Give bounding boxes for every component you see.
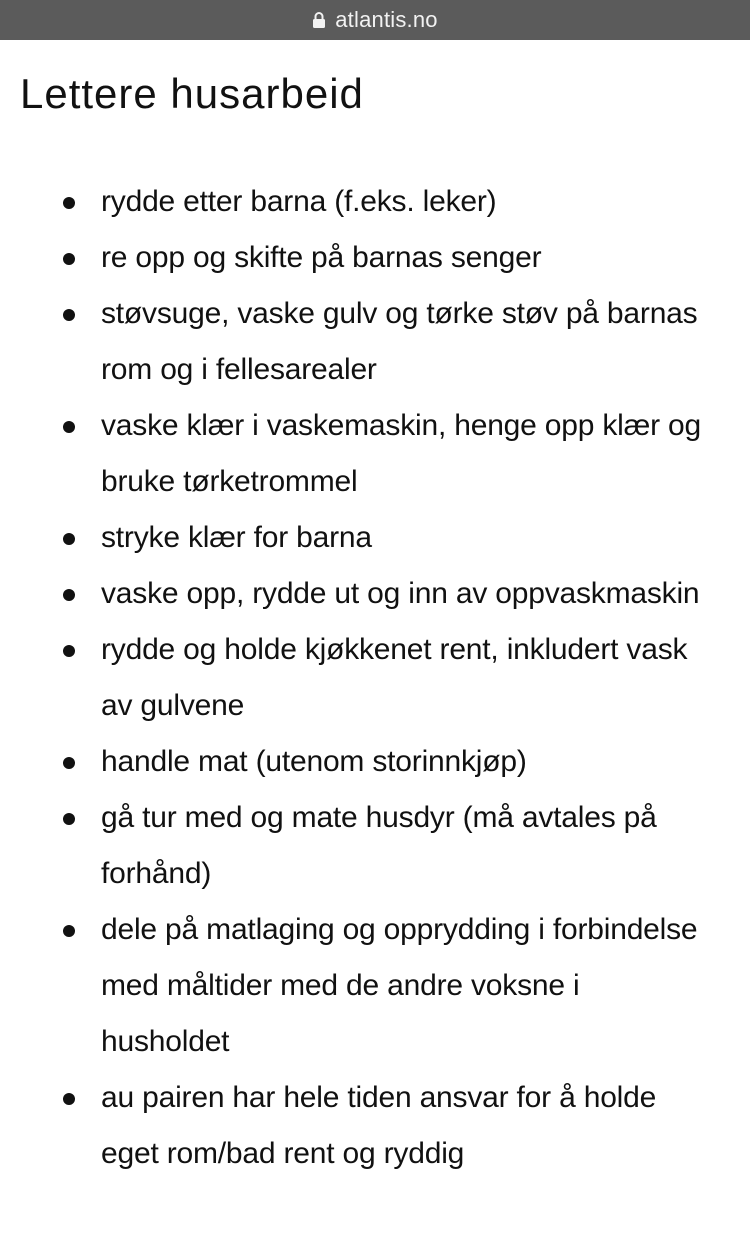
bullet-icon	[63, 533, 75, 545]
list-item	[20, 286, 750, 398]
list-item	[20, 398, 750, 510]
list-item-text: vaske opp, rydde ut og inn av oppvaskmaskin	[101, 577, 700, 610]
list-item	[20, 622, 750, 734]
list-item-text: rydde etter barna (f.eks. leker)	[101, 185, 497, 218]
list-item	[20, 902, 750, 1070]
list-item-text: vaske klær i vaskemaskin, henge opp klær og bruke tørketrommel	[101, 409, 702, 498]
list-item	[20, 734, 750, 790]
list-item-text: stryke klær for barna	[101, 521, 372, 554]
list-item-text: gå tur med og mate husdyr (må avtales på forhånd)	[101, 801, 657, 890]
bullet-icon	[63, 309, 75, 321]
list-item	[20, 790, 750, 902]
bullet-icon	[63, 925, 75, 937]
list-item	[20, 174, 750, 230]
bullet-icon	[63, 813, 75, 825]
list-item	[20, 510, 750, 566]
list-item-text: dele på matlaging og opprydding i forbindelse med måltider med de andre voksne i husholdet	[101, 913, 698, 1058]
chore-list	[20, 174, 750, 1182]
list-item-text: au pairen har hele tiden ansvar for å holde eget rom/bad rent og ryddig	[101, 1081, 657, 1170]
bullet-icon	[63, 589, 75, 601]
bullet-icon	[63, 1093, 75, 1105]
list-item-text: rydde og holde kjøkkenet rent, inkludert vask av gulvene	[101, 633, 688, 722]
bullet-icon	[63, 645, 75, 657]
lock-icon	[312, 11, 326, 29]
address-bar[interactable]	[0, 0, 750, 40]
url-text: atlantis.no	[335, 7, 438, 32]
list-item	[20, 566, 750, 622]
list-item-text: re opp og skifte på barnas senger	[101, 241, 542, 274]
bullet-icon	[63, 197, 75, 209]
list-item	[20, 230, 750, 286]
bullet-icon	[63, 253, 75, 265]
list-item-text: støvsuge, vaske gulv og tørke støv på barnas rom og i fellesarealer	[101, 297, 698, 386]
article	[0, 68, 750, 1182]
bullet-icon	[63, 757, 75, 769]
page-title: Lettere husarbeid	[20, 70, 364, 117]
list-item	[20, 1070, 750, 1182]
list-item-text: handle mat (utenom storinnkjøp)	[101, 745, 527, 778]
bullet-icon	[63, 421, 75, 433]
